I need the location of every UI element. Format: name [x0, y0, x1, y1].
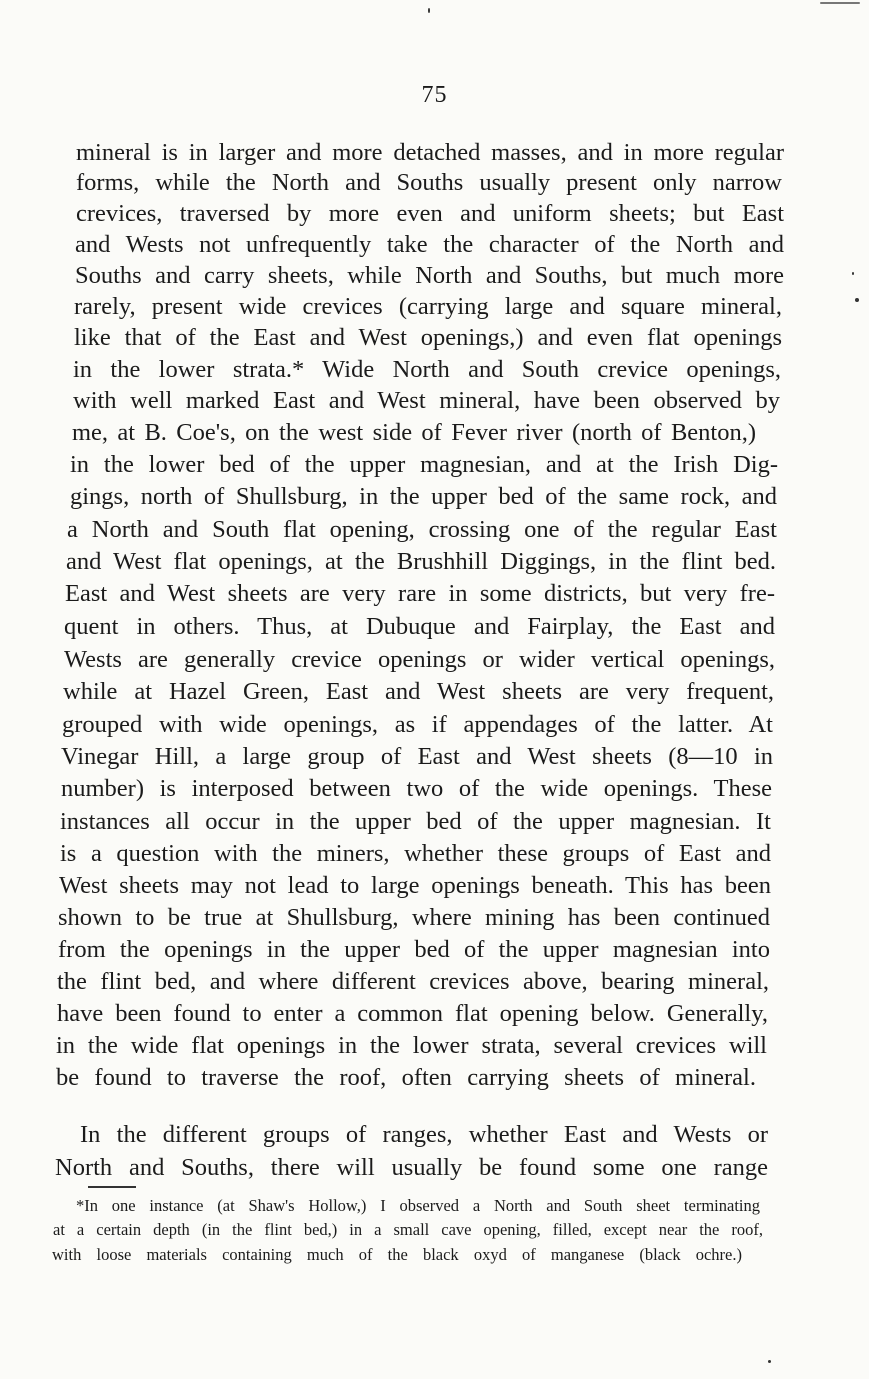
body-line: like that of the East and West openings,) and even flat openings: [74, 324, 782, 351]
body-line: quent in others. Thus, at Dubuque and Fairplay, the East and: [64, 613, 775, 640]
body-line: me, at B. Coe's, on the west side of Fever river (north of Benton,): [72, 419, 756, 446]
body-line: Souths and carry sheets, while North and Souths, but much more: [75, 262, 784, 289]
body-line: with well marked East and West mineral, have been observed by: [73, 387, 780, 414]
body-line: in the lower bed of the upper magnesian, and at the Irish Dig-: [70, 451, 778, 478]
body-line: a North and South flat opening, crossing one of the regular East: [67, 516, 777, 543]
footnote-line: at a certain depth (in the flint bed,) in a small cave opening, filled, except near the roof,: [53, 1220, 763, 1239]
ink-speck: [428, 8, 430, 13]
body-line: West sheets may not lead to large openings beneath. This has been: [59, 872, 771, 899]
body-line: is a question with the miners, whether these groups of East and: [60, 840, 771, 867]
body-line: Wests are generally crevice openings or wider vertical openings,: [64, 646, 775, 673]
body-line: gings, north of Shullsburg, in the upper bed of the same rock, and: [70, 483, 777, 510]
footnote-line: with loose materials containing much of the black oxyd of manganese (black ochre.): [52, 1245, 742, 1264]
body-line: instances all occur in the upper bed of the upper magnesian. It: [60, 808, 771, 835]
body-line: from the openings in the upper bed of the upper magnesian into: [58, 936, 770, 963]
body-line: North and Souths, there will usually be found some one range: [55, 1154, 768, 1181]
body-line: Vinegar Hill, a large group of East and West sheets (8—10 in: [61, 743, 773, 770]
page-number: 75: [421, 82, 448, 108]
body-line: forms, while the North and Souths usually present only narrow: [76, 169, 782, 196]
body-line: be found to traverse the roof, often carrying sheets of mineral.: [56, 1064, 756, 1091]
body-line: grouped with wide openings, as if appendages of the latter. At: [62, 711, 773, 738]
body-line: in the lower strata.* Wide North and South crevice openings,: [73, 356, 781, 383]
body-line: the flint bed, and where different crevices above, bearing mineral,: [57, 968, 769, 995]
ink-speck: [855, 298, 859, 302]
ink-speck: [820, 2, 860, 4]
body-line: have been found to enter a common flat opening below. Generally,: [57, 1000, 768, 1027]
body-line: In the different groups of ranges, whether East and Wests or: [80, 1121, 768, 1148]
body-line: East and West sheets are very rare in some districts, but very fre-: [65, 580, 775, 607]
body-line: in the wide flat openings in the lower strata, several crevices will: [56, 1032, 767, 1059]
ink-speck: [852, 272, 854, 275]
body-line: crevices, traversed by more even and uniform sheets; but East: [76, 200, 784, 227]
footnote-rule: [88, 1186, 136, 1188]
footnote-line: *In one instance (at Shaw's Hollow,) I observed a North and South sheet terminating: [76, 1196, 760, 1215]
body-line: rarely, present wide crevices (carrying large and square mineral,: [74, 293, 782, 320]
body-line: number) is interposed between two of the wide openings. These: [61, 775, 772, 802]
body-line: shown to be true at Shullsburg, where mining has been continued: [58, 904, 770, 931]
body-line: mineral is in larger and more detached masses, and in more regular: [76, 139, 784, 166]
body-line: and Wests not unfrequently take the character of the North and: [75, 231, 784, 258]
ink-speck: [768, 1360, 771, 1363]
body-line: and West flat openings, at the Brushhill Diggings, in the flint bed.: [66, 548, 776, 575]
body-line: while at Hazel Green, East and West sheets are very frequent,: [63, 678, 774, 705]
